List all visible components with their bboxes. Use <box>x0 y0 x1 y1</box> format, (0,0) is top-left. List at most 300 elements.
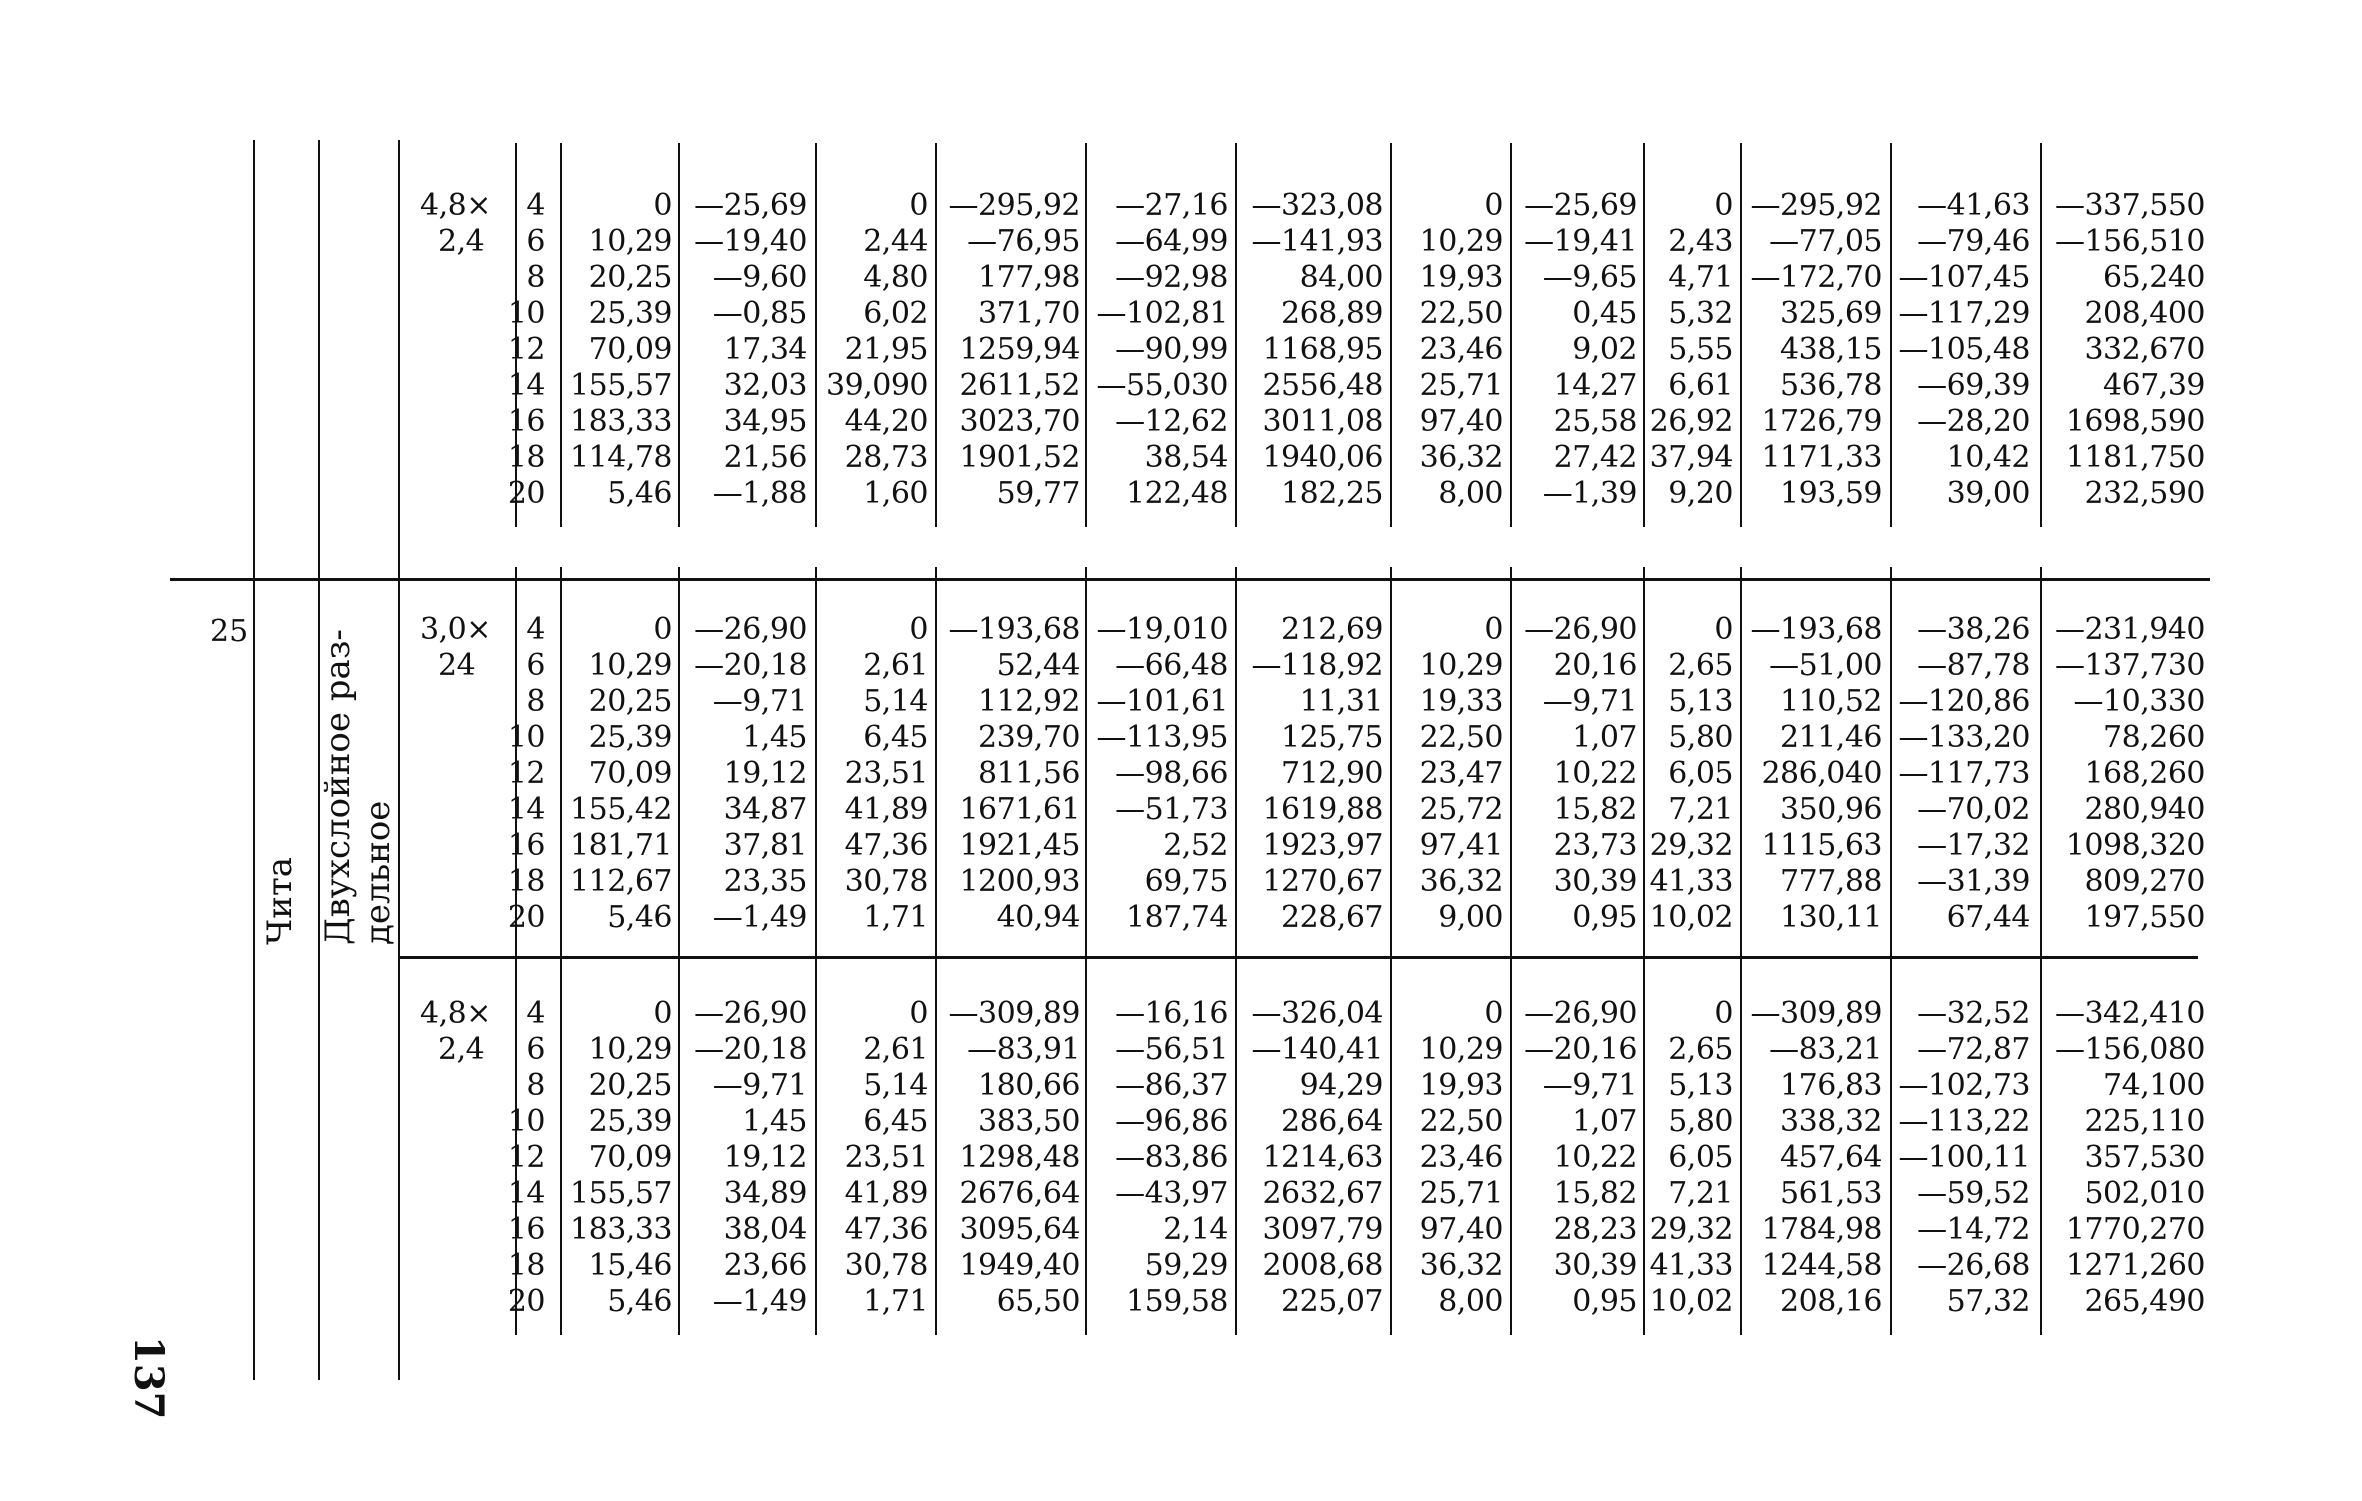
column-separator <box>1085 567 1087 951</box>
table-cell: 357,530 <box>2084 1140 2205 1175</box>
table-cell: —51,73 <box>1115 792 1228 827</box>
table-cell: 8,00 <box>1438 476 1503 511</box>
table-cell: —102,73 <box>1898 1068 2030 1103</box>
table-cell: 0 <box>653 612 672 647</box>
table-cell: —100,11 <box>1898 1140 2030 1175</box>
table-cell: 25,71 <box>1419 368 1503 403</box>
table-cell: 0 <box>1714 996 1733 1031</box>
table-cell: —1,88 <box>712 476 807 511</box>
table-cell: 1698,590 <box>2065 404 2205 439</box>
table-cell: 5,14 <box>863 1068 928 1103</box>
table-cell: 122,48 <box>1126 476 1228 511</box>
table-cell: —28,20 <box>1917 404 2030 439</box>
table-cell: 47,36 <box>844 828 928 863</box>
table-cell: —0,85 <box>712 296 807 331</box>
table-cell: 97,40 <box>1419 404 1503 439</box>
size-label: 4,8× <box>420 996 491 1031</box>
table-cell: 10,29 <box>1419 1032 1503 1067</box>
table-cell: —156,510 <box>2054 224 2205 259</box>
table-cell: 1671,61 <box>959 792 1080 827</box>
table-cell: 1923,97 <box>1262 828 1383 863</box>
row-index-cell: 20 <box>507 476 545 511</box>
table-cell: —43,97 <box>1115 1176 1228 1211</box>
row-index-cell: 8 <box>526 1068 545 1103</box>
table-cell: 40,94 <box>996 900 1080 935</box>
table-cell: 1,07 <box>1572 720 1637 755</box>
table-cell: 2,61 <box>863 648 928 683</box>
table-cell: 2008,68 <box>1262 1248 1383 1283</box>
table-cell: —10,330 <box>2073 684 2205 719</box>
table-cell: 21,56 <box>723 440 807 475</box>
table-cell: 25,71 <box>1419 1176 1503 1211</box>
table-cell: 2,43 <box>1668 224 1733 259</box>
row-index-cell: 8 <box>526 260 545 295</box>
column-separator <box>1890 143 1892 527</box>
table-cell: —9,60 <box>712 260 807 295</box>
column-separator <box>1235 143 1237 527</box>
table-cell: 23,47 <box>1419 756 1503 791</box>
table-cell: 3023,70 <box>959 404 1080 439</box>
row-separator-top <box>170 578 2210 581</box>
table-cell: 8,00 <box>1438 1284 1503 1319</box>
table-cell: 14,27 <box>1553 368 1637 403</box>
table-cell: 23,51 <box>844 756 928 791</box>
table-cell: —90,99 <box>1115 332 1228 367</box>
table-cell: 114,78 <box>570 440 672 475</box>
table-cell: 0 <box>1484 612 1503 647</box>
table-cell: 1770,270 <box>2065 1212 2205 1247</box>
row-index-cell: 10 <box>507 1104 545 1139</box>
table-cell: 0 <box>653 188 672 223</box>
table-cell: —59,52 <box>1917 1176 2030 1211</box>
table-cell: —309,89 <box>1750 996 1882 1031</box>
column-separator <box>815 567 817 951</box>
table-cell: 0,45 <box>1572 296 1637 331</box>
table-cell: 41,89 <box>844 792 928 827</box>
table-cell: 10,29 <box>1419 648 1503 683</box>
table-cell: 225,110 <box>2084 1104 2205 1139</box>
table-cell: 23,46 <box>1419 1140 1503 1175</box>
column-separator <box>815 143 817 527</box>
table-cell: 159,58 <box>1126 1284 1228 1319</box>
table-cell: 155,57 <box>570 1176 672 1211</box>
table-cell: 9,20 <box>1668 476 1733 511</box>
column-separator <box>560 143 562 527</box>
table-cell: 6,45 <box>863 720 928 755</box>
column-separator <box>935 143 937 527</box>
table-cell: 17,34 <box>723 332 807 367</box>
table-cell: 268,89 <box>1281 296 1383 331</box>
table-cell: —193,68 <box>948 612 1080 647</box>
row-separator-mid <box>398 956 2198 959</box>
column-separator <box>560 567 562 951</box>
table-cell: —1,39 <box>1542 476 1637 511</box>
table-cell: 20,25 <box>588 1068 672 1103</box>
table-cell: 1921,45 <box>959 828 1080 863</box>
table-cell: 10,29 <box>588 224 672 259</box>
table-cell: —56,51 <box>1115 1032 1228 1067</box>
table-cell: 23,35 <box>723 864 807 899</box>
table-cell: —1,49 <box>712 900 807 935</box>
column-separator <box>935 567 937 951</box>
table-cell: 0 <box>1714 188 1733 223</box>
column-separator <box>1643 143 1645 527</box>
table-cell: —117,29 <box>1898 296 2030 331</box>
table-cell: —9,71 <box>1542 684 1637 719</box>
table-cell: 19,12 <box>723 1140 807 1175</box>
row-index-cell: 12 <box>507 332 545 367</box>
table-cell: 176,83 <box>1780 1068 1882 1103</box>
table-cell: 36,32 <box>1419 440 1503 475</box>
table-cell: 2611,52 <box>959 368 1080 403</box>
table-cell: 1115,63 <box>1761 828 1882 863</box>
table-cell: —326,04 <box>1251 996 1383 1031</box>
table-cell: —69,39 <box>1917 368 2030 403</box>
column-separator <box>1390 143 1392 527</box>
table-cell: 3095,64 <box>959 1212 1080 1247</box>
table-cell: 15,82 <box>1553 792 1637 827</box>
table-cell: 177,98 <box>978 260 1080 295</box>
table-cell: 22,50 <box>1419 720 1503 755</box>
table-cell: 212,69 <box>1281 612 1383 647</box>
table-cell: 25,72 <box>1419 792 1503 827</box>
table-cell: —92,98 <box>1115 260 1228 295</box>
column-separator <box>560 951 562 1335</box>
table-cell: 27,42 <box>1553 440 1637 475</box>
column-separator <box>2040 951 2042 1335</box>
table-cell: 70,09 <box>588 332 672 367</box>
table-cell: 30,39 <box>1553 1248 1637 1283</box>
table-cell: 208,400 <box>2084 296 2205 331</box>
row-index-cell: 16 <box>507 828 545 863</box>
table-cell: 332,670 <box>2084 332 2205 367</box>
table-cell: 10,29 <box>1419 224 1503 259</box>
table-cell: —193,68 <box>1750 612 1882 647</box>
column-separator <box>1643 567 1645 951</box>
column-separator <box>1890 567 1892 951</box>
table-cell: 70,09 <box>588 756 672 791</box>
row-index-cell: 6 <box>526 648 545 683</box>
column-separator <box>1085 143 1087 527</box>
table-cell: 10,42 <box>1946 440 2030 475</box>
table-cell: 280,940 <box>2084 792 2205 827</box>
row-index-cell: 6 <box>526 224 545 259</box>
row-index-cell: 18 <box>507 440 545 475</box>
table-cell: 181,71 <box>570 828 672 863</box>
row-index-cell: 10 <box>507 296 545 331</box>
table-cell: 65,240 <box>2103 260 2205 295</box>
table-cell: 180,66 <box>978 1068 1080 1103</box>
table-cell: 1940,06 <box>1262 440 1383 475</box>
table-cell: 37,81 <box>723 828 807 863</box>
table-cell: —19,40 <box>694 224 807 259</box>
table-cell: 30,78 <box>844 864 928 899</box>
table-cell: 22,50 <box>1419 296 1503 331</box>
table-cell: 9,00 <box>1438 900 1503 935</box>
size-label: 2,4 <box>438 1032 485 1067</box>
table-cell: 1,71 <box>863 900 928 935</box>
table-cell: 228,67 <box>1281 900 1383 935</box>
table-cell: —19,41 <box>1524 224 1637 259</box>
table-cell: 1270,67 <box>1262 864 1383 899</box>
table-cell: —140,41 <box>1251 1032 1383 1067</box>
table-cell: 26,92 <box>1649 404 1733 439</box>
table-cell: 1,60 <box>863 476 928 511</box>
table-cell: 197,550 <box>2084 900 2205 935</box>
table-cell: 232,590 <box>2084 476 2205 511</box>
table-cell: 10,29 <box>588 1032 672 1067</box>
row-index-cell: 14 <box>507 792 545 827</box>
row-index-cell: 12 <box>507 1140 545 1175</box>
column-separator <box>1740 567 1742 951</box>
table-cell: 10,22 <box>1553 1140 1637 1175</box>
column-separator <box>1510 143 1512 527</box>
table-cell: 383,50 <box>978 1104 1080 1139</box>
table-cell: —12,62 <box>1115 404 1228 439</box>
table-cell: —323,08 <box>1251 188 1383 223</box>
table-cell: —72,87 <box>1917 1032 2030 1067</box>
table-cell: 777,88 <box>1780 864 1882 899</box>
table-cell: 0 <box>909 612 928 647</box>
table-border-left <box>253 140 255 1380</box>
table-cell: 265,490 <box>2084 1284 2205 1319</box>
table-cell: 1,07 <box>1572 1104 1637 1139</box>
table-cell: —26,90 <box>694 612 807 647</box>
table-cell: 2,65 <box>1668 648 1733 683</box>
table-cell: 5,80 <box>1668 720 1733 755</box>
table-cell: 712,90 <box>1281 756 1383 791</box>
table-cell: 2,44 <box>863 224 928 259</box>
table-cell: 97,40 <box>1419 1212 1503 1247</box>
column-separator <box>2040 143 2042 527</box>
table-cell: 32,03 <box>723 368 807 403</box>
table-cell: 19,12 <box>723 756 807 791</box>
table-cell: 155,57 <box>570 368 672 403</box>
table-cell: —26,68 <box>1917 1248 2030 1283</box>
column-separator <box>678 143 680 527</box>
table-cell: 155,42 <box>570 792 672 827</box>
row-index-cell: 4 <box>526 612 545 647</box>
table-cell: —27,16 <box>1115 188 1228 223</box>
table-cell: —9,71 <box>712 1068 807 1103</box>
table-cell: —32,52 <box>1917 996 2030 1031</box>
table-cell: 1298,48 <box>959 1140 1080 1175</box>
table-cell: 23,66 <box>723 1248 807 1283</box>
size-label: 4,8× <box>420 188 491 223</box>
table-cell: 561,53 <box>1780 1176 1882 1211</box>
table-cell: —17,32 <box>1917 828 2030 863</box>
type-label-line2: дельное <box>358 800 398 945</box>
table-cell: —87,78 <box>1917 648 2030 683</box>
table-cell: 112,67 <box>570 864 672 899</box>
table-cell: 10,02 <box>1649 900 1733 935</box>
row-index-cell: 14 <box>507 368 545 403</box>
table-cell: 811,56 <box>978 756 1080 791</box>
table-cell: 19,93 <box>1419 1068 1503 1103</box>
table-cell: 2,14 <box>1163 1212 1228 1247</box>
table-cell: 41,33 <box>1649 1248 1733 1283</box>
row-index-cell: 16 <box>507 404 545 439</box>
table-cell: 2556,48 <box>1262 368 1383 403</box>
table-cell: —113,95 <box>1096 720 1228 755</box>
row-index-cell: 12 <box>507 756 545 791</box>
table-cell: 350,96 <box>1780 792 1882 827</box>
table-cell: 19,33 <box>1419 684 1503 719</box>
size-label: 24 <box>438 648 476 683</box>
table-cell: —337,550 <box>2054 188 2205 223</box>
table-cell: 457,64 <box>1780 1140 1882 1175</box>
column-separator <box>1740 143 1742 527</box>
table-cell: 6,45 <box>863 1104 928 1139</box>
table-cell: 125,75 <box>1281 720 1383 755</box>
table-cell: —31,39 <box>1917 864 2030 899</box>
table-cell: 36,32 <box>1419 1248 1503 1283</box>
table-cell: 84,00 <box>1299 260 1383 295</box>
table-cell: —117,73 <box>1898 756 2030 791</box>
column-separator <box>678 951 680 1335</box>
table-cell: 1,71 <box>863 1284 928 1319</box>
table-cell: 22,50 <box>1419 1104 1503 1139</box>
table-cell: —133,20 <box>1898 720 2030 755</box>
table-cell: —64,99 <box>1115 224 1228 259</box>
table-cell: 338,32 <box>1780 1104 1882 1139</box>
table-cell: 23,46 <box>1419 332 1503 367</box>
table-cell: 286,040 <box>1761 756 1882 791</box>
table-cell: 5,46 <box>607 476 672 511</box>
table-cell: —96,86 <box>1115 1104 1228 1139</box>
table-cell: 1901,52 <box>959 440 1080 475</box>
table-cell: 4,71 <box>1668 260 1733 295</box>
table-cell: 25,58 <box>1553 404 1637 439</box>
table-cell: 78,260 <box>2103 720 2205 755</box>
row-index-cell: 10 <box>507 720 545 755</box>
table-cell: —141,93 <box>1251 224 1383 259</box>
table-cell: 0 <box>653 996 672 1031</box>
table-cell: 1171,33 <box>1761 440 1882 475</box>
size-label: 3,0× <box>420 612 491 647</box>
table-cell: —20,18 <box>694 1032 807 1067</box>
column-separator <box>1890 951 1892 1335</box>
table-cell: 193,59 <box>1780 476 1882 511</box>
row-index-cell: 4 <box>526 996 545 1031</box>
table-cell: 25,39 <box>588 1104 672 1139</box>
table-cell: —77,05 <box>1769 224 1882 259</box>
table-cell: 110,52 <box>1780 684 1882 719</box>
table-cell: 208,16 <box>1780 1284 1882 1319</box>
table-cell: 10,22 <box>1553 756 1637 791</box>
table-cell: 467,39 <box>2103 368 2205 403</box>
table-cell: 6,05 <box>1668 756 1733 791</box>
table-cell: 6,05 <box>1668 1140 1733 1175</box>
table-cell: 2,52 <box>1163 828 1228 863</box>
table-cell: 41,33 <box>1649 864 1733 899</box>
table-cell: 1271,260 <box>2065 1248 2205 1283</box>
table-cell: —1,49 <box>712 1284 807 1319</box>
table-cell: 15,82 <box>1553 1176 1637 1211</box>
table-cell: 74,100 <box>2103 1068 2205 1103</box>
table-cell: —19,010 <box>1096 612 1228 647</box>
table-cell: 59,77 <box>996 476 1080 511</box>
table-cell: 211,46 <box>1780 720 1882 755</box>
table-cell: 2,61 <box>863 1032 928 1067</box>
table-cell: 59,29 <box>1144 1248 1228 1283</box>
column-separator <box>1510 567 1512 951</box>
row-index-cell: 20 <box>507 900 545 935</box>
table-cell: 286,64 <box>1281 1104 1383 1139</box>
row-index-cell: 18 <box>507 864 545 899</box>
table-cell: 6,02 <box>863 296 928 331</box>
table-cell: 1,45 <box>742 720 807 755</box>
row-index-cell: 6 <box>526 1032 545 1067</box>
table-cell: 39,00 <box>1946 476 2030 511</box>
column-separator <box>2040 567 2042 951</box>
table-cell: 0 <box>1714 612 1733 647</box>
table-cell: 5,55 <box>1668 332 1733 367</box>
table-cell: —98,66 <box>1115 756 1228 791</box>
table-cell: 57,32 <box>1946 1284 2030 1319</box>
table-cell: 28,73 <box>844 440 928 475</box>
table-cell: —309,89 <box>948 996 1080 1031</box>
table-cell: 67,44 <box>1946 900 2030 935</box>
table-cell: 1181,750 <box>2065 440 2205 475</box>
table-cell: 25,39 <box>588 720 672 755</box>
table-cell: —172,70 <box>1750 260 1882 295</box>
table-cell: —342,410 <box>2054 996 2205 1031</box>
table-cell: 1214,63 <box>1262 1140 1383 1175</box>
table-cell: 809,270 <box>2084 864 2205 899</box>
table-cell: 0 <box>1484 188 1503 223</box>
table-cell: 15,46 <box>588 1248 672 1283</box>
table-cell: —20,16 <box>1524 1032 1637 1067</box>
table-cell: —137,730 <box>2054 648 2205 683</box>
table-cell: 34,89 <box>723 1176 807 1211</box>
table-cell: 5,13 <box>1668 684 1733 719</box>
table-cell: 0 <box>909 188 928 223</box>
column-separator <box>1235 567 1237 951</box>
table-cell: 0,95 <box>1572 1284 1637 1319</box>
table-cell: 1168,95 <box>1262 332 1383 367</box>
row-index-cell: 14 <box>507 1176 545 1211</box>
table-cell: 5,14 <box>863 684 928 719</box>
column-separator <box>815 951 817 1335</box>
table-cell: —25,69 <box>1524 188 1637 223</box>
table-cell: —9,65 <box>1542 260 1637 295</box>
table-cell: —156,080 <box>2054 1032 2205 1067</box>
table-cell: 1259,94 <box>959 332 1080 367</box>
table-cell: 1098,320 <box>2065 828 2205 863</box>
table-cell: 4,80 <box>863 260 928 295</box>
table-cell: —83,86 <box>1115 1140 1228 1175</box>
column-separator <box>1085 951 1087 1335</box>
table-cell: 183,33 <box>570 1212 672 1247</box>
table-cell: —9,71 <box>1542 1068 1637 1103</box>
table-cell: 11,31 <box>1299 684 1383 719</box>
table-cell: 94,29 <box>1299 1068 1383 1103</box>
table-cell: 0 <box>909 996 928 1031</box>
table-cell: 1726,79 <box>1761 404 1882 439</box>
table-cell: 225,07 <box>1281 1284 1383 1319</box>
table-cell: 112,92 <box>978 684 1080 719</box>
table-cell: 39,090 <box>826 368 928 403</box>
column-separator <box>1740 951 1742 1335</box>
column-separator <box>678 567 680 951</box>
table-cell: 0 <box>1484 996 1503 1031</box>
table-cell: 19,93 <box>1419 260 1503 295</box>
column-separator <box>1235 951 1237 1335</box>
table-cell: 70,09 <box>588 1140 672 1175</box>
table-cell: 5,46 <box>607 1284 672 1319</box>
table-cell: 502,010 <box>2084 1176 2205 1211</box>
